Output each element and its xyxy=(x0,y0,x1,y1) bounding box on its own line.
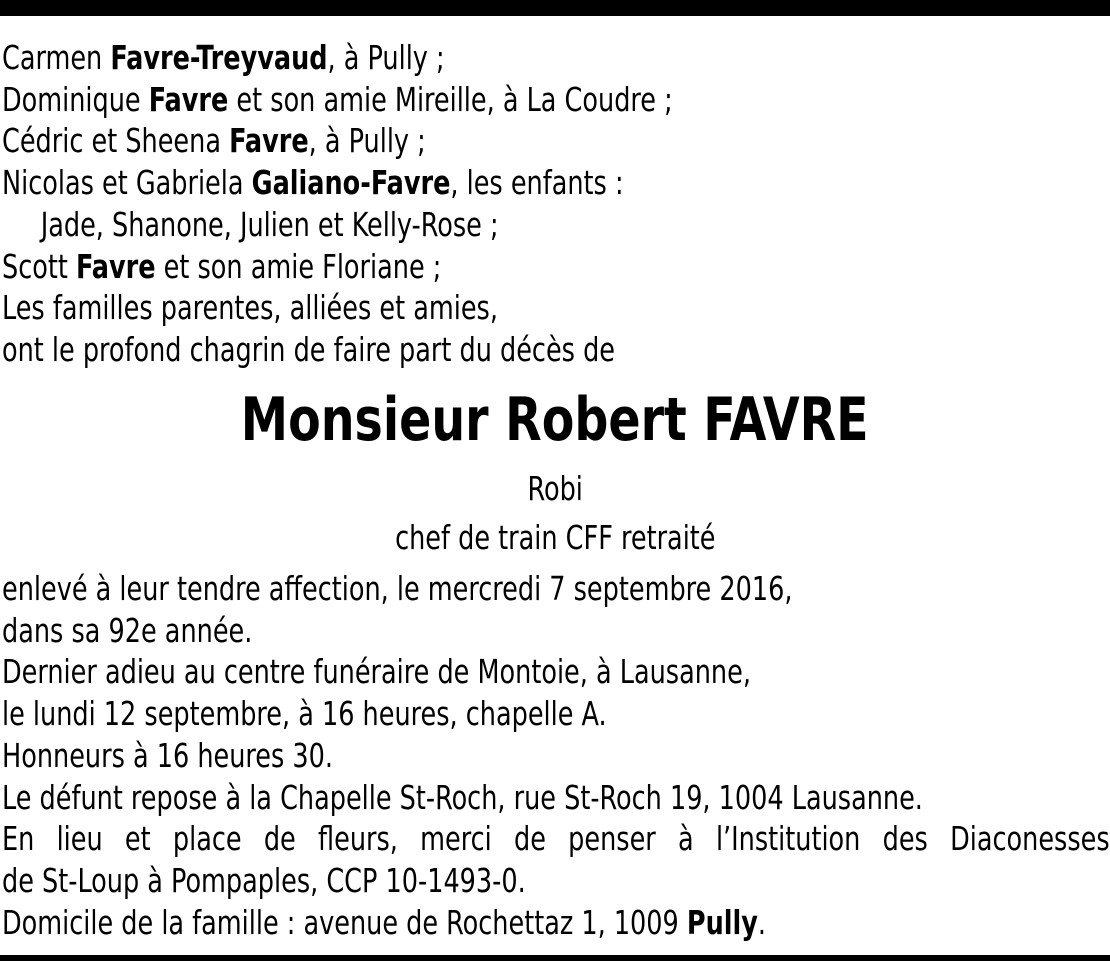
deceased-name-text: Monsieur Robert FAVRE xyxy=(241,385,869,455)
family-line xyxy=(2,287,955,329)
family-line xyxy=(2,120,955,162)
text-segment: Le défunt repose à la Chapelle St-Roch, rue St-Roch 19, 1004 Lausanne. xyxy=(2,777,923,817)
text-segment: Domicile de la famille : avenue de Rochettaz 1, 1009 xyxy=(2,902,687,942)
detail-line xyxy=(2,651,955,693)
text-segment: Jade, Shanone, Julien et Kelly-Rose ; xyxy=(40,204,499,244)
text-segment: Dernier adieu au centre funéraire de Montoie, à Lausanne, xyxy=(2,652,751,692)
text-segment: Les familles parentes, alliées et amies, xyxy=(2,288,498,328)
text-segment: ont le profond chagrin de faire part du décès de xyxy=(2,329,616,369)
text-segment: dans sa 92e année. xyxy=(2,610,253,650)
detail-line xyxy=(2,610,955,652)
text-segment: Honneurs à 16 heures 30. xyxy=(2,735,334,775)
surname-bold: Favre-Treyvaud xyxy=(110,38,328,77)
detail-line xyxy=(2,860,955,902)
family-line xyxy=(2,329,955,371)
bottom-rule xyxy=(0,955,1110,961)
text-segment: . xyxy=(757,902,767,942)
detail-line xyxy=(2,568,955,610)
text-segment: de St-Loup à Pompaples, CCP 10-1493-0. xyxy=(2,860,526,900)
family-line xyxy=(2,79,955,121)
top-rule xyxy=(0,0,1110,16)
text-segment: enlevé à leur tendre affection, le mercredi 7 septembre 2016, xyxy=(2,569,793,608)
detail-line xyxy=(2,902,955,944)
surname-bold: Favre xyxy=(75,246,156,286)
deceased-name xyxy=(0,383,1110,457)
family-list xyxy=(2,37,1110,371)
detail-line xyxy=(2,735,955,777)
text-segment: , à Pully ; xyxy=(327,38,445,77)
funeral-details xyxy=(2,568,1110,943)
text-segment: Cédric et Sheena xyxy=(2,121,230,161)
family-line xyxy=(2,162,955,204)
deceased-nickname xyxy=(0,469,1110,509)
text-segment: En lieu et place de fleurs, merci de penser à l’Institution des Diaconesses xyxy=(2,819,1110,859)
surname-bold: Favre xyxy=(148,79,229,119)
family-line xyxy=(2,204,955,246)
detail-line xyxy=(2,818,1110,860)
deceased-nickname-text: Robi xyxy=(527,469,583,508)
family-line xyxy=(2,37,955,79)
text-segment: , les enfants : xyxy=(450,163,624,203)
text-segment: , à Pully ; xyxy=(308,121,426,161)
text-segment: et son amie Floriane ; xyxy=(155,246,442,286)
text-segment: Scott xyxy=(2,246,76,286)
family-line xyxy=(2,246,955,288)
text-segment: et son amie Mireille, à La Coudre ; xyxy=(228,79,673,119)
surname-bold: Galiano-Favre xyxy=(251,163,451,203)
text-segment: Nicolas et Gabriela xyxy=(2,163,252,203)
deceased-occupation-text: chef de train CFF retraité xyxy=(394,518,716,557)
surname-bold: Pully xyxy=(686,902,758,942)
detail-line xyxy=(2,777,955,819)
surname-bold: Favre xyxy=(229,121,309,161)
text-segment: le lundi 12 septembre, à 16 heures, chapelle A. xyxy=(2,694,607,734)
deceased-occupation xyxy=(0,518,1110,558)
detail-line xyxy=(2,693,955,735)
text-segment: Dominique xyxy=(2,79,149,119)
text-segment: Carmen xyxy=(2,38,111,77)
